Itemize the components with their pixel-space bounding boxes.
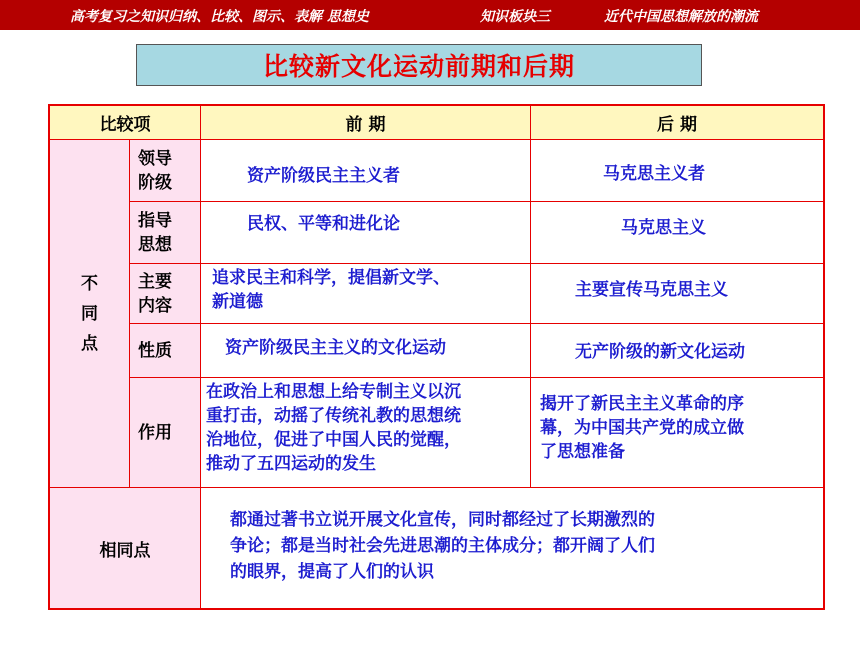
comparison-table xyxy=(48,104,825,610)
group-diff-label xyxy=(50,140,130,488)
cell-late-effect xyxy=(531,378,823,488)
row-label-line: 主要 xyxy=(138,271,172,292)
row-label-line: 领导 xyxy=(138,148,172,169)
col-header-early: 前 期 xyxy=(201,106,531,140)
header-module: 知识板块三 xyxy=(480,9,550,25)
row-label-ideology xyxy=(130,202,201,264)
cell-text: 治地位，促进了中国人民的觉醒， xyxy=(206,430,461,450)
cell-text: 的眼界，提高了人们的认识 xyxy=(230,562,434,582)
row-label-line: 阶级 xyxy=(138,172,172,193)
row-label-line: 思想 xyxy=(138,234,172,255)
cell-text: 了思想准备 xyxy=(540,442,625,462)
cell-text: 重打击，动摇了传统礼教的思想统 xyxy=(206,406,461,426)
row-label-same: 相同点 xyxy=(50,488,201,608)
header-left-text: 高考复习之知识归纳、比较、图示、表解 思想史 xyxy=(70,9,369,25)
cell-text: 无产阶级的新文化运动 xyxy=(575,342,745,362)
cell-text: 推动了五四运动的发生 xyxy=(206,454,376,474)
header-topic: 近代中国思想解放的潮流 xyxy=(604,9,758,25)
cell-early-effect xyxy=(201,378,531,488)
row-label-line: 内容 xyxy=(138,295,172,316)
cell-text: 新道德 xyxy=(212,292,263,312)
cell-text: 在政治上和思想上给专制主义以沉 xyxy=(206,382,461,402)
cell-text: 民权、平等和进化论 xyxy=(247,214,400,234)
cell-text: 幕，为中国共产党的成立做 xyxy=(540,418,744,438)
cell-text: 揭开了新民主主义革命的序 xyxy=(540,394,744,414)
cell-early-content xyxy=(201,264,531,324)
group-diff-char: 不 xyxy=(81,273,98,294)
cell-same-content xyxy=(201,488,823,608)
cell-text: 追求民主和科学，提倡新文学、 xyxy=(212,268,450,288)
cell-late-ideology xyxy=(531,202,823,264)
cell-late-leader xyxy=(531,140,823,202)
cell-early-nature xyxy=(201,324,531,378)
row-label-line: 作用 xyxy=(138,422,172,443)
cell-early-leader xyxy=(201,140,531,202)
cell-text: 马克思主义者 xyxy=(603,164,705,184)
group-diff-char: 点 xyxy=(81,333,98,354)
cell-text: 主要宣传马克思主义 xyxy=(575,280,728,300)
row-label-nature xyxy=(130,324,201,378)
page-title: 比较新文化运动前期和后期 xyxy=(136,44,702,86)
cell-text: 争论；都是当时社会先进思潮的主体成分；都开阔了人们 xyxy=(230,536,655,556)
cell-late-content xyxy=(531,264,823,324)
cell-text: 都通过著书立说开展文化宣传，同时都经过了长期激烈的 xyxy=(230,510,655,530)
cell-early-ideology xyxy=(201,202,531,264)
header-bar xyxy=(0,0,860,30)
row-label-leader xyxy=(130,140,201,202)
row-label-content xyxy=(130,264,201,324)
cell-text: 马克思主义 xyxy=(621,218,706,238)
row-label-line: 性质 xyxy=(138,340,172,361)
cell-text: 资产阶级民主主义者 xyxy=(247,166,400,186)
row-label-line: 指导 xyxy=(138,210,172,231)
group-diff-char: 同 xyxy=(81,303,98,324)
cell-late-nature xyxy=(531,324,823,378)
row-label-effect xyxy=(130,378,201,488)
cell-text: 资产阶级民主主义的文化运动 xyxy=(225,338,446,358)
col-header-late: 后 期 xyxy=(531,106,823,140)
col-header-item: 比较项 xyxy=(50,106,201,140)
